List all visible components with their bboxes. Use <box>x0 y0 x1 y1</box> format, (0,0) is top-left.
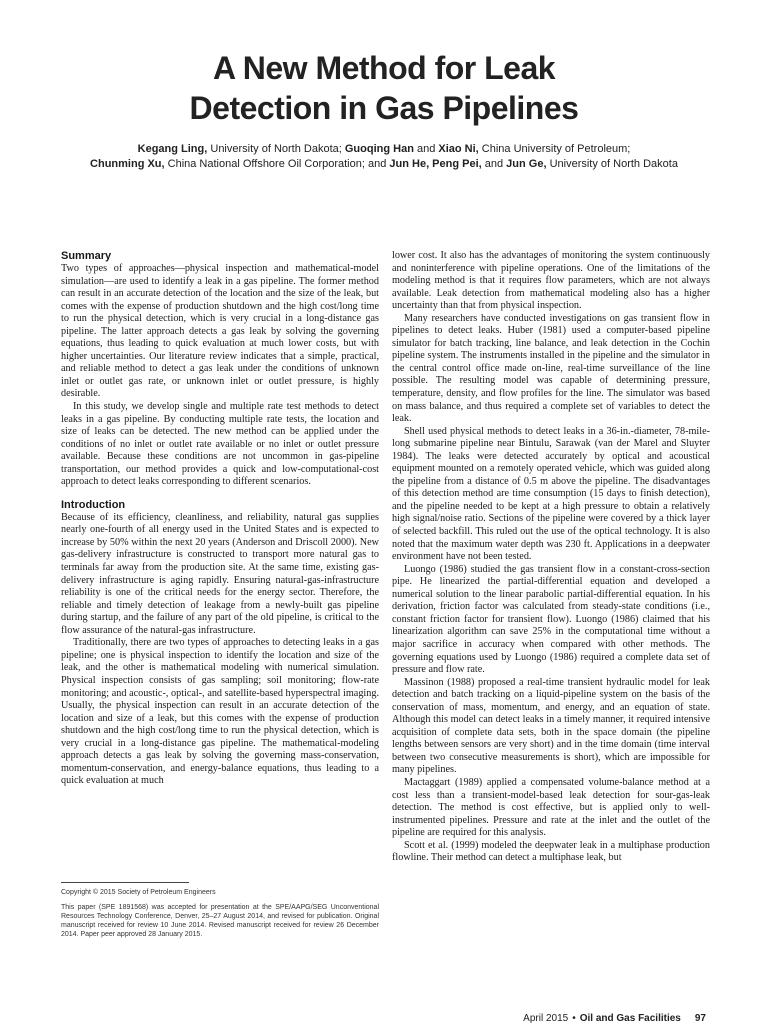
publication-info <box>523 1013 706 1024</box>
summary-paragraph-2: In this study, we develop single and multiple rate test methods to detect leaks in a gas pipeline. By conducting multiple rate tests, the location and size of leaks can be detected. The new method can be applied under the conditions of no inlet or outlet rate available or no inlet or outlet pressure available. Because these conditions are not uncommon in gas-pipeline transportation, our method provides a quick and low-computational-cost approach to detect leaks corresponding to different scenarios. <box>61 401 379 488</box>
author-affiliation: China National Offshore Oil Corporation; and <box>164 158 390 170</box>
conjunction: and <box>413 143 439 155</box>
body-paragraph: Massinon (1988) proposed a real-time transient hydraulic model for leak detection and batch tracking on a liquid-pipeline system on the basis of the conservation of mass, momentum, and energy, and an equation of state. Although this model can detect leaks in a timely manner, it required intensive acquisition of complete data sets, both in the space domain (the pipeline lengths between sensors are very short) and in the time domain (time interval between two consecutive measurements is short), which are impossible for many pipelines. <box>392 676 710 776</box>
title-line-1: A New Method for Leak <box>212 50 556 86</box>
copyright-line: Copyright © 2015 Society of Petroleum Engineers <box>61 889 216 896</box>
issue-date: April 2015 <box>523 1013 569 1024</box>
body-paragraph-continued: lower cost. It also has the advantages of monitoring the system continuously and noninterference with pipeline operations. One of the limitations of the modeling method is that it requires flow parameters, which are not always available. Leak detection from mathematical modeling also has a higher uncertainty than that from physical inspection. <box>392 250 710 312</box>
title-line-2: Detection in Gas Pipelines <box>189 90 579 126</box>
intro-paragraph-2: Traditionally, there are two types of approaches to detecting leaks in a gas pipeline; one is physical inspection to identify the location and size of the leak, and the other is mathematical modeling with numerical simulation. Physical inspection consists of gas sampling; soil monitoring; flow-rate monitoring; and acoustic-, optical-, and satellite-based hyperspectral imaging. Usually, the physical inspection can result in an accurate detection of the location and size of a leak, but this comes with the expense of production shutdown and the high cost/long time to run the physical detection, which is very crucial in a long-distance gas pipeline. The mathematical-modeling approach detects a gas leak by solving the governing mass-conservation, momentum-conservation, and energy-balance equations, thus leading to a quick evaluation at much <box>61 637 379 787</box>
right-column <box>392 250 710 865</box>
body-paragraph: Many researchers have conducted investigations on gas transient flow in pipelines to detect leaks. Huber (1981) used a computer-based pipeline simulator for batch tracking, line balance, and leak detection in the Cochin pipeline system. The instruments installed in the pipeline and the simulator in the central control office made on-line, real-time surveillance of the line possible. The resulting model was capable of determining pressure, temperature, density, and flow profiles for the line. The simulator was based on mass balance, and thus required a complete set of variables to detect the leak. <box>392 312 710 425</box>
author-name: Jun Ge, <box>506 158 547 170</box>
separator-bullet: • <box>572 1013 576 1024</box>
author-affiliation: University of North Dakota <box>546 158 678 170</box>
author-name: Xiao Ni, <box>438 143 479 155</box>
author-name: Chunming Xu, <box>90 158 165 170</box>
body-paragraph: Scott et al. (1999) modeled the deepwater leak in a multiphase production flowline. Their method can detect a multiphase leak, but <box>392 839 710 864</box>
body-paragraph: Mactaggart (1989) applied a compensated volume-balance method at a cost less than a transient-model-based leak detection for sour-gas-leak detection. The method is cost effective, but is applied only to well-instrumented pipelines. Pressure and rate at the inlet and the outlet of the pipeline are required for this analysis. <box>392 776 710 839</box>
author-list <box>20 142 748 172</box>
intro-paragraph-1: Because of its efficiency, cleanliness, and reliability, natural gas supplies nearly one-fourth of all energy used in the United States and is expected to increase by 50% within the next 20 years (Anderson and Driscoll 2000). New gas-delivery infrastructure is constructed to transport more natural gas to terminals far away from the production site. At the same time, existing gas-delivery infrastructure is aging rapidly. Ensuring natural-gas-infrastructure reliability is one of the critical needs for the energy sector. Therefore, the reliable and timely detection of leakage from a newly-built gas pipeline during startup, and the failure of any part of the old pipeline, is critical to the flow assurance of the natural-gas infrastructure. <box>61 511 379 636</box>
paper-title <box>0 48 768 128</box>
author-name: Jun He, Peng Pei, <box>389 158 482 170</box>
body-paragraph: Shell used physical methods to detect leaks in a 36-in.-diameter, 78-mile-long submarine pipeline near Bintulu, Sarawak (van der Marel and Sluyter 1984). The leaks were detected accurately by optical and acoustical equipment mounted on a remotely operated vehicle, which was guided along the pipeline from a distance of 0.5 m above the pipeline. The disadvantages of this detection method are time consumption (15 days to finish detection), and the pipeline needed to be kept at a high pressure to obtain a relatively high signal/noise ratio. Sections of the pipeline were covered by a thick layer of selected backfill. This ruled out the use of the optical technology. It is also noted that the maximum water depth was 230 ft. Applications in a deepwater environment have not been tested. <box>392 425 710 563</box>
journal-name: Oil and Gas Facilities <box>579 1013 681 1024</box>
introduction-heading: Introduction <box>61 498 126 511</box>
summary-paragraph-1: Two types of approaches—physical inspection and mathematical-model simulation—are used to identify a leak in a gas pipeline. The former method can result in an accurate detection of the location and the size of the leak, but comes with the expense of production shutdown and the high cost/long time to run the physical detection, which is very crucial in a long-distance gas pipeline. The latter approach detects a gas leak by solving the governing equations, thus leading to quick evaluation at much lower costs, but with higher uncertainties. Our literature review indicates that a simple, practical, and reliable method to detect a gas leak under the conditions of unknown inlet or outlet gas rate, or unknown inlet or outlet pressure, is highly desirable. <box>61 263 379 400</box>
body-paragraph: Luongo (1986) studied the gas transient flow in a constant-cross-section pipe. He linearized the partial-differential equation and developed a numerical solution to the linear parabolic partial-differential equation. In his derivation, friction factor was calculated from steady-state conditions (i.e., constant friction factor for transient flow). Luongo (1986) claimed that his linearization algorithm can save 25% in the computational time without a major sacrifice in accuracy when compared with other methods. The governing equations used by Luongo (1986) required a complete data set of pressure and flow rate. <box>392 563 710 676</box>
author-line-1 <box>20 142 748 157</box>
author-affiliation: University of North Dakota; <box>207 143 345 155</box>
author-name: Kegang Ling, <box>137 143 208 155</box>
author-name: Guoqing Han <box>344 143 414 155</box>
author-affiliation: China University of Petroleum; <box>478 143 631 155</box>
footnote-divider <box>61 882 189 883</box>
manuscript-note: This paper (SPE 1891568) was accepted for presentation at the SPE/AAPG/SEG Unconventional Resources Technology Conference, Denver, 25–27 August 2014, and revised for publication. Original manuscript received for review 10 June 2014. Revised manuscript received for review 26 December 2014. Paper peer approved 28 January 2015. <box>61 904 379 938</box>
page-number: 97 <box>694 1013 706 1024</box>
copyright-footnote <box>61 888 379 945</box>
left-column <box>61 250 379 788</box>
conjunction: and <box>481 158 507 170</box>
author-line-2 <box>20 157 748 172</box>
summary-heading: Summary <box>61 250 112 262</box>
